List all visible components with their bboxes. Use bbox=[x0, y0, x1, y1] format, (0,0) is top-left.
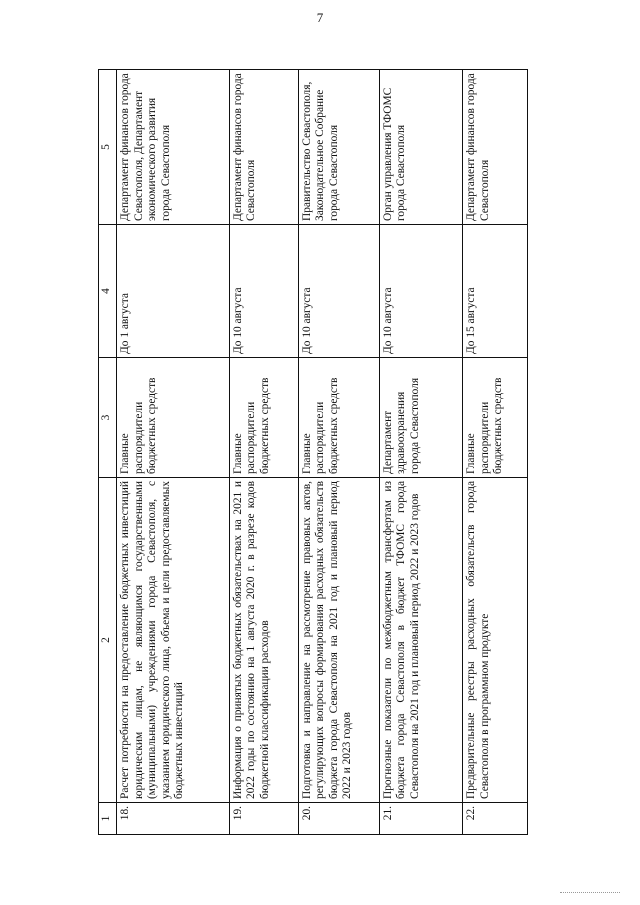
row-deadline: До 10 августа bbox=[379, 225, 462, 358]
row-recipient: Департамент финансов города Севастополя, Департамент экономического развития города Севастополя bbox=[117, 70, 230, 225]
table-row bbox=[298, 70, 379, 835]
plan-table bbox=[98, 69, 528, 835]
row-number: 22. bbox=[463, 803, 528, 835]
table-row bbox=[379, 70, 462, 835]
column-header: 5 bbox=[99, 70, 117, 225]
column-header: 1 bbox=[99, 803, 117, 835]
page-number: 7 bbox=[316, 10, 324, 25]
row-description: Подготовка и направление на рассмотрение правовых актов, регулирующих вопросы формирования расходных обязательств бюджета города Севастополя на 2021 год и плановый период 2022 и 2023 годов bbox=[298, 478, 379, 803]
row-recipient: Департамент финансов города Севастополя bbox=[463, 70, 528, 225]
table-row bbox=[229, 70, 298, 835]
scan-footer-mark bbox=[560, 889, 620, 893]
row-responsible: Главные распорядители бюджетных средств bbox=[463, 358, 528, 478]
table-header-row bbox=[99, 70, 117, 835]
column-header: 2 bbox=[99, 478, 117, 803]
row-description: Информация о принятых бюджетных обязательствах на 2021 и 2022 годы по состоянию на 1 августа 2020 г. в разрезе кодов бюджетной классификации расходов bbox=[229, 478, 298, 803]
row-description: Прогнозные показатели по межбюджетным трансфертам из бюджета города Севастополя в бюджет ТФОМС города Севастополя на 2021 год и плановый период 2022 и 2023 годов bbox=[379, 478, 462, 803]
rotated-table-container bbox=[98, 70, 528, 835]
row-responsible: Главные распорядители бюджетных средств bbox=[229, 358, 298, 478]
row-number: 20. bbox=[298, 803, 379, 835]
row-deadline: До 15 августа bbox=[463, 225, 528, 358]
row-description: Предварительные реестры расходных обязательств города Севастополя в программном продукте bbox=[463, 478, 528, 803]
row-number: 21. bbox=[379, 803, 462, 835]
row-responsible: Главные распорядители бюджетных средств bbox=[117, 358, 230, 478]
row-deadline: До 10 августа bbox=[229, 225, 298, 358]
row-responsible: Главные распорядители бюджетных средств bbox=[298, 358, 379, 478]
row-number: 18. bbox=[117, 803, 230, 835]
row-recipient: Орган управления ТФОМС города Севастополя bbox=[379, 70, 462, 225]
row-recipient: Правительство Севастополя, Законодательное Собрание города Севастополя bbox=[298, 70, 379, 225]
row-deadline: До 10 августа bbox=[298, 225, 379, 358]
column-header: 4 bbox=[99, 225, 117, 358]
row-number: 19. bbox=[229, 803, 298, 835]
row-responsible: Департамент здравоохранения города Севастополя bbox=[379, 358, 462, 478]
row-recipient: Департамент финансов города Севастополя bbox=[229, 70, 298, 225]
column-header: 3 bbox=[99, 358, 117, 478]
row-deadline: До 1 августа bbox=[117, 225, 230, 358]
row-description: Расчет потребности на предоставление бюджетных инвестиций юридическим лицам, не являющимся государственными (муниципальными) учреждениями города Севастополя, с указанием юридического лица, объема и цели предоставляемых бюджетных инвестиций bbox=[117, 478, 230, 803]
table-row bbox=[117, 70, 230, 835]
table-row bbox=[463, 70, 528, 835]
